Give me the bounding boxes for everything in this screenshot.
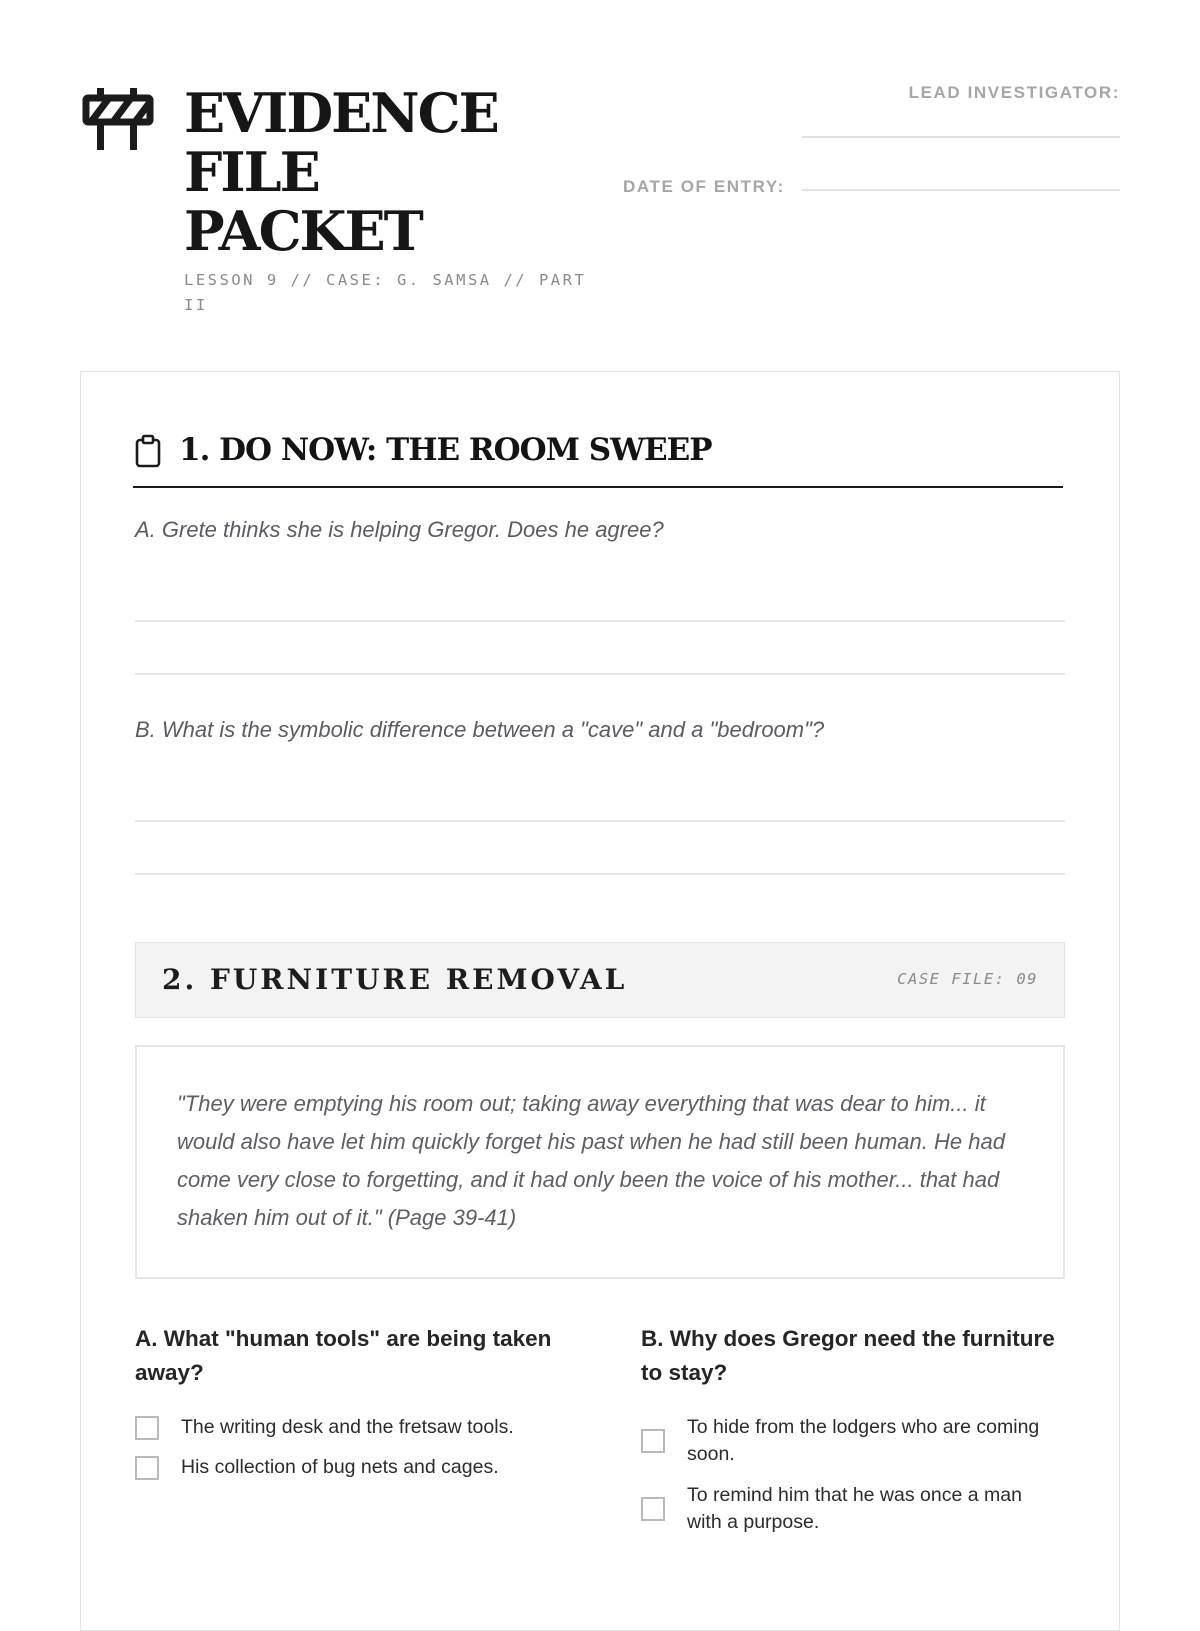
lead-investigator-label: LEAD INVESTIGATOR: [908, 83, 1120, 102]
lesson-subtitle: LESSON 9 // CASE: G. SAMSA // PART II [184, 271, 587, 314]
title-line: FILE [184, 140, 319, 204]
quote-text: "They were emptying his room out; taking away everything that was dear to him... it would also have let him quickly forget his past when he had still been human. He had come very close to forgetting, and it had only been the voice of his mother... that had shaken him out of it." (Page 39-41) [177, 1091, 1005, 1230]
options-list [135, 1414, 585, 1481]
question-1b: B. What is the symbolic difference between a "cave" and a "bedroom"? [135, 717, 825, 742]
question-column-a [135, 1322, 585, 1494]
option-checkbox[interactable] [641, 1497, 665, 1521]
page-title [184, 81, 498, 263]
answer-line[interactable] [135, 873, 1065, 875]
section-1-header [133, 428, 1063, 488]
option-label: His collection of bug nets and cages. [181, 1456, 499, 1478]
answer-line[interactable] [135, 620, 1065, 622]
section-1-title: 1. DO NOW: THE ROOM SWEEP [179, 432, 712, 468]
option-label: To hide from the lodgers who are coming soon. [687, 1416, 1040, 1465]
option-checkbox[interactable] [641, 1429, 665, 1453]
quote-box [135, 1045, 1065, 1279]
clipboard-icon [133, 434, 163, 468]
option-item[interactable] [135, 1414, 585, 1441]
option-label: To remind him that he was once a man with a purpose. [687, 1484, 1022, 1533]
title-line: PACKET [184, 199, 422, 263]
section-2-title: 2. FURNITURE REMOVAL [162, 963, 628, 996]
option-item[interactable] [641, 1414, 1071, 1468]
answer-line[interactable] [135, 673, 1065, 675]
date-of-entry-field[interactable] [802, 189, 1120, 191]
question-column-b [641, 1322, 1071, 1550]
barrier-icon [82, 86, 154, 154]
section-2-header [135, 942, 1065, 1018]
date-of-entry-label: DATE OF ENTRY: [623, 177, 785, 196]
options-list [641, 1414, 1071, 1536]
option-item[interactable] [135, 1454, 585, 1481]
lead-investigator-field[interactable] [802, 136, 1120, 138]
option-checkbox[interactable] [135, 1416, 159, 1440]
question-2b: B. Why does Gregor need the furniture to stay? [641, 1326, 1055, 1385]
option-label: The writing desk and the fretsaw tools. [181, 1416, 514, 1438]
title-line: EVIDENCE [184, 81, 498, 145]
option-item[interactable] [641, 1482, 1071, 1536]
answer-line[interactable] [135, 820, 1065, 822]
question-2a: A. What "human tools" are being taken away? [135, 1326, 552, 1385]
question-1a: A. Grete thinks she is helping Gregor. Does he agree? [135, 517, 664, 542]
option-checkbox[interactable] [135, 1456, 159, 1480]
worksheet-card [80, 371, 1120, 1631]
case-file-label: CASE FILE: 09 [897, 970, 1038, 988]
